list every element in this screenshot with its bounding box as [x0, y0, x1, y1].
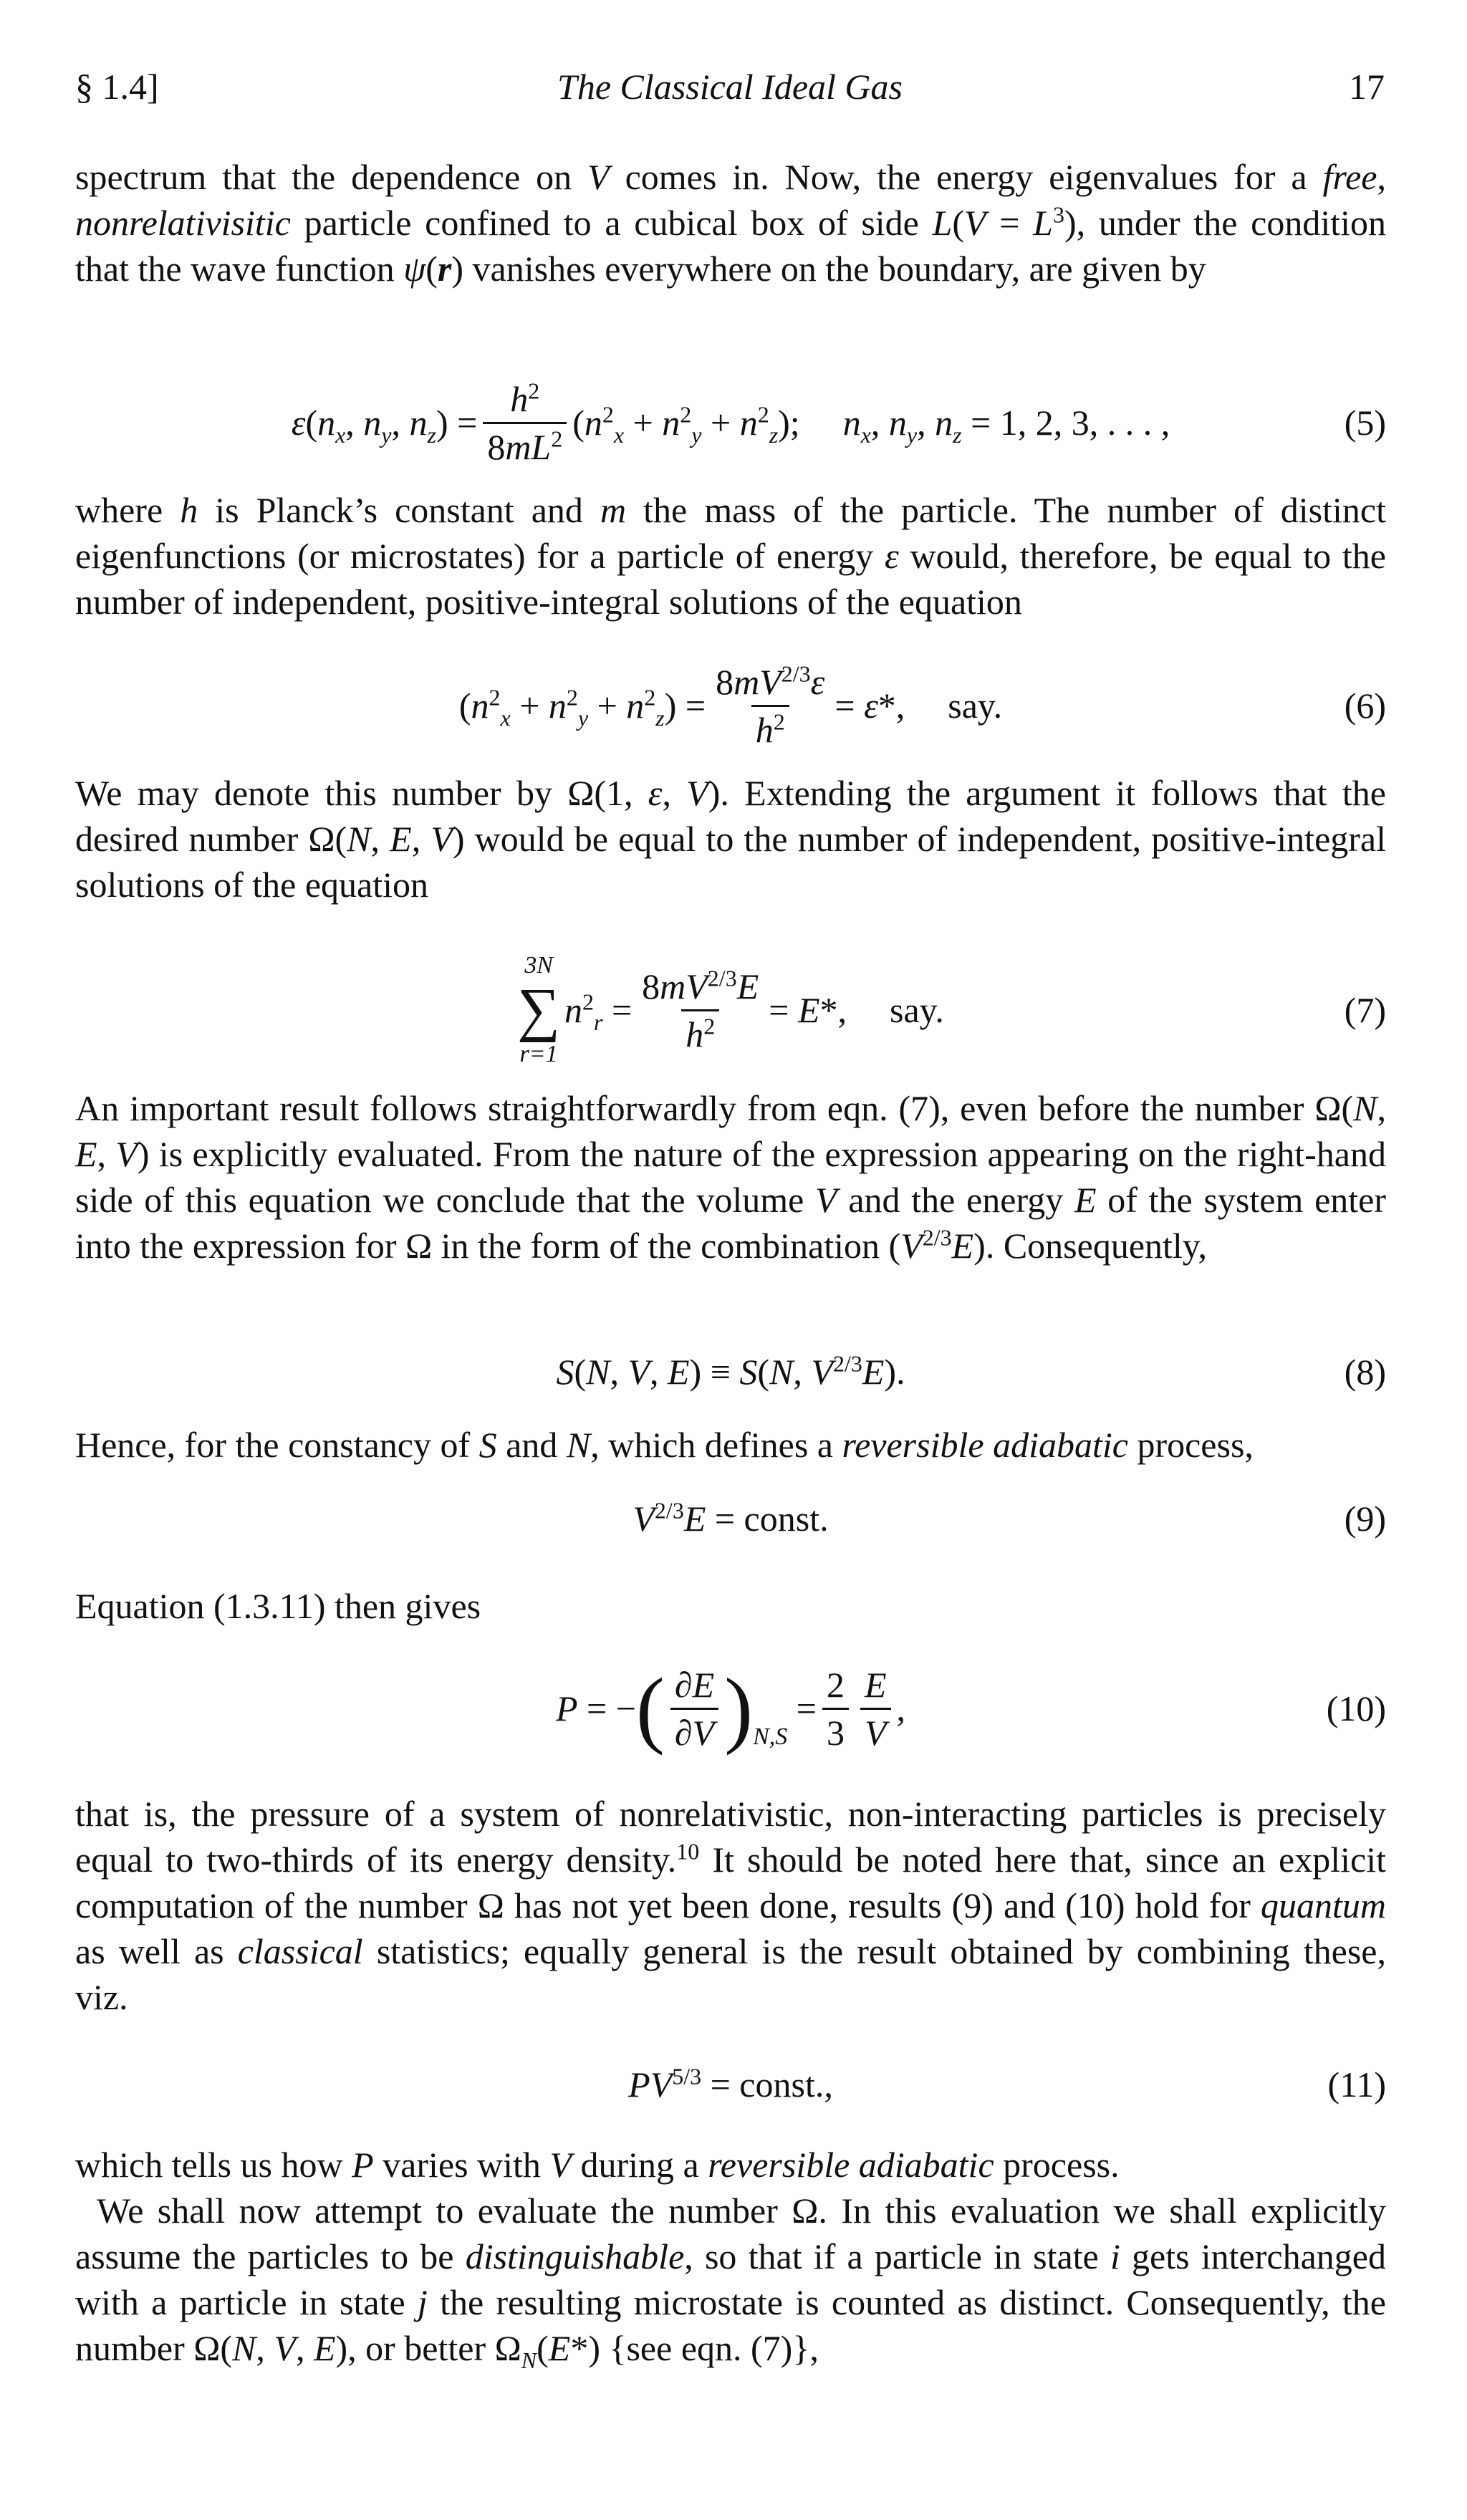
paragraph-2: where h is Planck’s constant and m the mass of the particle. The number of distinct eigenfunctions (or microstates) for a particle of energy ε would, therefore, be equal to the number of independent, positive-integral solutions of the equation: [75, 490, 1386, 622]
equation-number: (8): [1344, 1352, 1386, 1392]
equation-number: (6): [1344, 686, 1386, 726]
section-marker: § 1.4]: [75, 67, 159, 107]
equation-8: [75, 1332, 1386, 1411]
equation-6-body: $(n^2_x + n^2_y + n^2_z)$ = $\frac{8mV^{2/3}\varepsilon}{h^2}$ = ε*, say.: [458, 660, 1003, 750]
paragraph-9: We shall now attempt to evaluate the number Ω. In this evaluation we shall explicitly assume the particles to be distinguishable, so that if a particle in state i gets interchanged with a particle in state j the resulting microstate is counted as distinct. Consequently, the number Ω(N, V, E), or better $\Omega_N(E*)$ {see eqn. (7)},: [75, 2190, 1386, 2373]
equation-10-body: P = − ( $\frac{\partial E}{\partial V}$ ) N,S = $\frac{2}{3}$ $\frac{E}{V}$ ,: [555, 1660, 906, 1756]
equation-number: (5): [1344, 403, 1386, 443]
running-header: [75, 66, 1385, 109]
equation-11: [75, 2045, 1386, 2124]
paragraph-7: that is, the pressure of a system of nonrelativistic, non-interacting particles is precisely equal to two-thirds of its energy density.$^{10}$ It should be noted here that, since an explicit computation of the number Ω has not yet been done, results (9) and (10) hold for quantum as well as classical statistics; equally general is the result obtained by combining these, viz.: [75, 1794, 1387, 2017]
equation-9: [75, 1483, 1386, 1554]
equation-6: [75, 655, 1386, 756]
equation-number: (7): [1344, 990, 1386, 1030]
equation-7-body: 3N ∑ r=1 $n^2_r$ = $\frac{8mV^{2/3}E}{h^2}$ = E*, say.: [517, 952, 944, 1067]
equation-5: [75, 372, 1386, 473]
equation-number: (11): [1327, 2064, 1386, 2105]
page-number: 17: [1349, 67, 1385, 107]
equation-8-body: S(N, V, E) ≡ S(N, $V^{2/3}E$).: [556, 1350, 905, 1392]
paragraph-8: which tells us how P varies with V during a reversible adiabatic process.: [75, 2145, 1120, 2185]
equation-number: (9): [1344, 1499, 1386, 1539]
equation-7: [75, 953, 1386, 1067]
paragraph-4: An important result follows straightforwardly from eqn. (7), even before the number Ω(N, E, V) is explicitly evaluated. From the nature of the expression appearing on the right-hand side of this equation we conclude that the volume V and the energy E of the system enter into the expression for Ω in the form of the combination $(V^{2/3}E)$. Consequently,: [75, 1088, 1387, 1266]
equation-number: (10): [1326, 1688, 1386, 1728]
equation-5-body: $\varepsilon(n_x$, $n_y$, $n_z$) = $\frac{h^2}{8mL^2}$ $(n^2_x + n^2_y + n^2_z)$; $n_x$, $n_y$, $n_z = 1$, 2, 3, . . . ,: [291, 377, 1170, 467]
paragraph-6: Equation (1.3.11) then gives: [75, 1586, 481, 1626]
running-title: The Classical Ideal Gas: [557, 67, 903, 107]
equation-11-body: $PV^{5/3}$ = const.,: [628, 2063, 833, 2105]
paragraph-3: We may denote this number by Ω(1, ε, V). Extending the argument it follows that the desired number Ω(N, E, V) would be equal to the number of independent, positive-integral solutions of the equation: [75, 773, 1387, 905]
paragraph-5: Hence, for the constancy of S and N, which defines a reversible adiabatic process,: [75, 1425, 1254, 1465]
equation-9-body: $V^{2/3}E$ = const.: [633, 1497, 829, 1539]
equation-10: [75, 1648, 1386, 1769]
paragraph-1: spectrum that the dependence on V comes in. Now, the energy eigenvalues for a free, nonrelativisitic particle confined to a cubical box of side $L(V = L^3)$, under the condition that the wave function ψ(r) vanishes everywhere on the boundary, are given by: [75, 157, 1386, 289]
